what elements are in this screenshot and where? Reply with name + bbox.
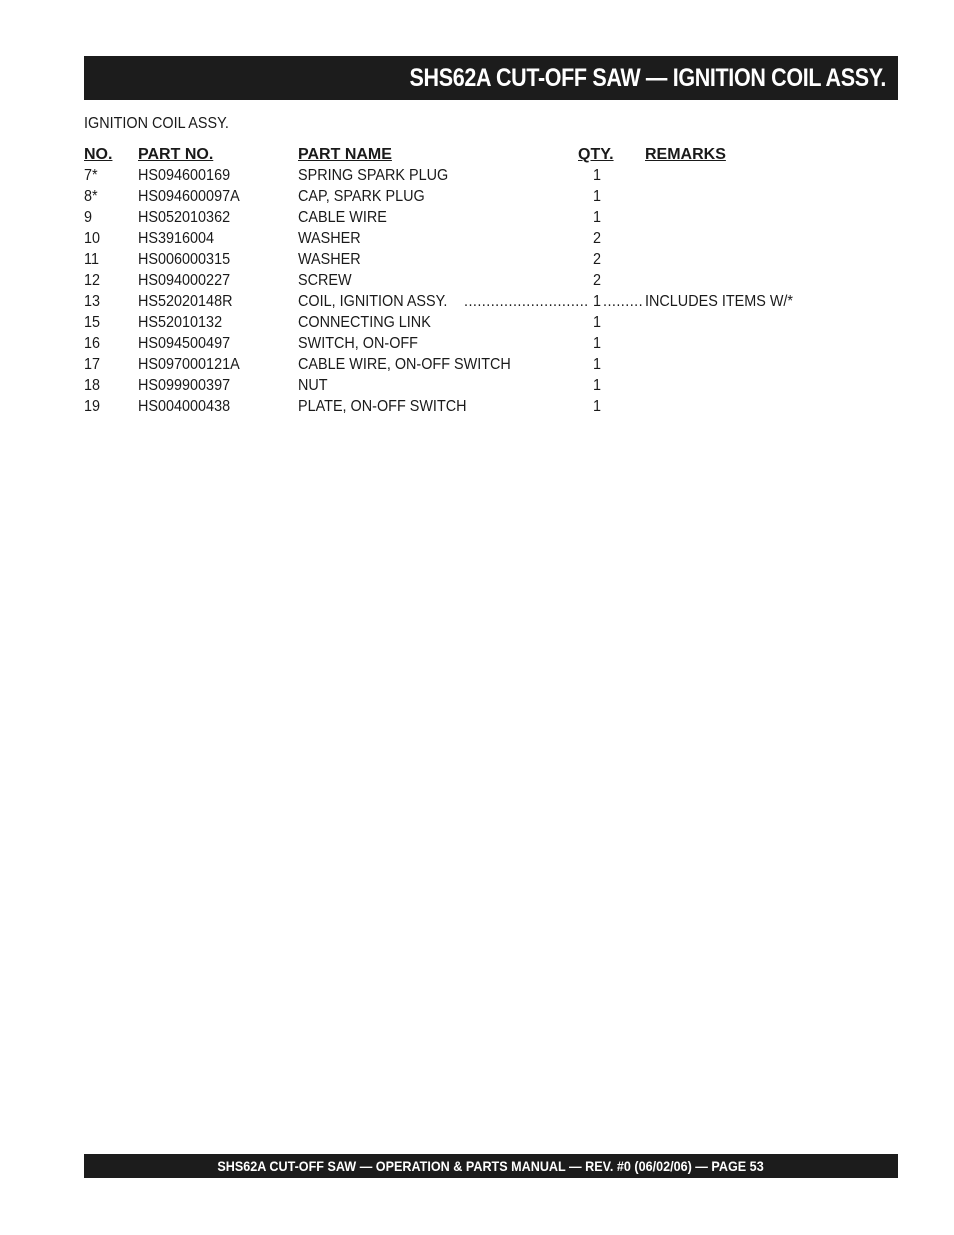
part-quantity bbox=[589, 396, 605, 417]
part-number-index-text: 11 bbox=[84, 251, 99, 268]
part-name-text: SWITCH, ON-OFF bbox=[298, 335, 418, 352]
part-quantity bbox=[589, 270, 605, 291]
part-quantity-text: 1 bbox=[592, 314, 601, 331]
part-number-index-text: 8* bbox=[84, 188, 98, 205]
part-name bbox=[298, 228, 368, 249]
part-name bbox=[298, 396, 485, 417]
part-number-index bbox=[84, 312, 102, 333]
part-quantity bbox=[589, 375, 605, 396]
part-quantity-text: 1 bbox=[592, 356, 601, 373]
page-title-bar bbox=[84, 56, 898, 100]
part-name bbox=[298, 249, 368, 270]
part-number-index-text: 9 bbox=[84, 209, 93, 226]
part-name-text: CABLE WIRE, ON-OFF SWITCH bbox=[298, 356, 511, 373]
part-name-text: CONNECTING LINK bbox=[298, 314, 431, 331]
part-number-text: HS094000227 bbox=[138, 272, 231, 289]
part-number-index-text: 17 bbox=[84, 356, 101, 373]
part-number-text: HS004000438 bbox=[138, 398, 231, 415]
part-number-index bbox=[84, 291, 102, 312]
page-title: SHS62A CUT-OFF SAW — IGNITION COIL ASSY. bbox=[409, 63, 886, 92]
part-quantity-text: 1 bbox=[592, 398, 601, 415]
part-number-index-text: 18 bbox=[84, 377, 101, 394]
part-quantity bbox=[589, 207, 605, 228]
part-number-text: HS097000121A bbox=[138, 356, 240, 373]
part-number-index bbox=[84, 375, 102, 396]
part-number-index-text: 15 bbox=[84, 314, 101, 331]
part-name-text: NUT bbox=[298, 377, 328, 394]
part-number-text: HS094600169 bbox=[138, 167, 231, 184]
parts-list-table bbox=[84, 144, 824, 417]
part-name bbox=[298, 375, 331, 396]
page-footer-bar bbox=[84, 1154, 898, 1178]
part-quantity-text: 1 bbox=[592, 209, 601, 226]
part-number bbox=[138, 375, 240, 396]
part-number-index bbox=[84, 207, 93, 228]
part-name-text: WASHER bbox=[298, 230, 361, 247]
part-number bbox=[138, 270, 240, 291]
part-number bbox=[138, 291, 243, 312]
part-name bbox=[298, 333, 431, 354]
table-row bbox=[84, 165, 824, 186]
part-number-text: HS006000315 bbox=[138, 251, 231, 268]
table-row bbox=[84, 375, 824, 396]
table-row bbox=[84, 291, 824, 312]
part-quantity bbox=[589, 165, 605, 186]
remarks-leader-dots: ......... bbox=[603, 293, 644, 310]
part-number bbox=[138, 249, 240, 270]
part-name bbox=[298, 354, 534, 375]
remarks-leader bbox=[603, 291, 648, 312]
table-row bbox=[84, 333, 824, 354]
part-name-text: PLATE, ON-OFF SWITCH bbox=[298, 398, 467, 415]
part-name bbox=[298, 312, 446, 333]
part-name bbox=[298, 207, 397, 228]
part-number-index bbox=[84, 249, 101, 270]
part-quantity bbox=[589, 312, 605, 333]
table-row bbox=[84, 312, 824, 333]
part-quantity bbox=[589, 186, 605, 207]
part-quantity-text: 2 bbox=[592, 272, 601, 289]
column-header-part-name: PART NAME bbox=[298, 146, 392, 163]
table-row bbox=[84, 249, 824, 270]
table-row bbox=[84, 207, 824, 228]
part-quantity-text: 1 bbox=[592, 188, 601, 205]
table-row bbox=[84, 396, 824, 417]
part-name-text: COIL, IGNITION ASSY. bbox=[298, 293, 448, 310]
part-name-leader: ............................ bbox=[463, 293, 589, 310]
table-row bbox=[84, 354, 824, 375]
part-number bbox=[138, 333, 240, 354]
part-number-index bbox=[84, 186, 99, 207]
part-quantity-text: 1 bbox=[592, 167, 601, 184]
part-quantity-text: 1 bbox=[592, 335, 601, 352]
part-number bbox=[138, 228, 223, 249]
part-number-text: HS094600097A bbox=[138, 188, 240, 205]
part-number bbox=[138, 165, 240, 186]
part-quantity-text: 2 bbox=[592, 230, 601, 247]
part-quantity bbox=[589, 228, 605, 249]
part-quantity bbox=[589, 333, 605, 354]
part-name-text: SPRING SPARK PLUG bbox=[298, 167, 449, 184]
part-remarks-text: INCLUDES ITEMS W/* bbox=[645, 293, 794, 310]
part-number-text: HS099900397 bbox=[138, 377, 231, 394]
part-number-index-text: 16 bbox=[84, 335, 101, 352]
part-number-index bbox=[84, 165, 99, 186]
part-number-index bbox=[84, 354, 102, 375]
table-row bbox=[84, 270, 824, 291]
part-name bbox=[298, 270, 358, 291]
part-name-text: WASHER bbox=[298, 251, 361, 268]
part-remarks bbox=[645, 291, 809, 312]
part-quantity bbox=[589, 354, 605, 375]
part-name bbox=[298, 186, 439, 207]
table-row bbox=[84, 228, 824, 249]
part-number bbox=[138, 186, 251, 207]
table-header-row bbox=[84, 144, 824, 165]
column-header-part-no: PART NO. bbox=[138, 146, 214, 163]
table-row bbox=[84, 186, 824, 207]
part-number-text: HS094500497 bbox=[138, 335, 231, 352]
part-name-text: CAP, SPARK PLUG bbox=[298, 188, 425, 205]
part-number-index bbox=[84, 396, 102, 417]
section-label: IGNITION COIL ASSY. bbox=[84, 115, 229, 132]
part-number-index bbox=[84, 228, 102, 249]
part-number-text: HS52020148R bbox=[138, 293, 233, 310]
part-name bbox=[298, 165, 465, 186]
part-quantity-text: 1 bbox=[592, 377, 601, 394]
part-name-text: CABLE WIRE bbox=[298, 209, 387, 226]
column-header-no: NO. bbox=[84, 146, 113, 163]
part-number-index bbox=[84, 270, 102, 291]
part-number bbox=[138, 312, 231, 333]
part-number-index-text: 13 bbox=[84, 293, 101, 310]
part-number bbox=[138, 396, 240, 417]
part-number-index-text: 10 bbox=[84, 230, 101, 247]
part-number-text: HS3916004 bbox=[138, 230, 215, 247]
page-footer-text: SHS62A CUT-OFF SAW — OPERATION & PARTS MANUAL — REV. #0 (06/02/06) — PAGE 53 bbox=[217, 1158, 765, 1174]
part-number-index-text: 12 bbox=[84, 272, 101, 289]
part-quantity-text: 2 bbox=[592, 251, 601, 268]
part-number-index bbox=[84, 333, 102, 354]
part-quantity bbox=[589, 249, 605, 270]
column-header-qty: QTY. bbox=[578, 146, 614, 163]
part-number bbox=[138, 354, 251, 375]
part-quantity-text: 1 bbox=[592, 293, 601, 310]
part-number-text: HS52010132 bbox=[138, 314, 223, 331]
part-name-text: SCREW bbox=[298, 272, 352, 289]
column-header-remarks: REMARKS bbox=[645, 146, 726, 163]
part-number bbox=[138, 207, 240, 228]
part-number-index-text: 7* bbox=[84, 167, 98, 184]
part-number-text: HS052010362 bbox=[138, 209, 231, 226]
part-number-index-text: 19 bbox=[84, 398, 101, 415]
part-name bbox=[298, 291, 602, 312]
